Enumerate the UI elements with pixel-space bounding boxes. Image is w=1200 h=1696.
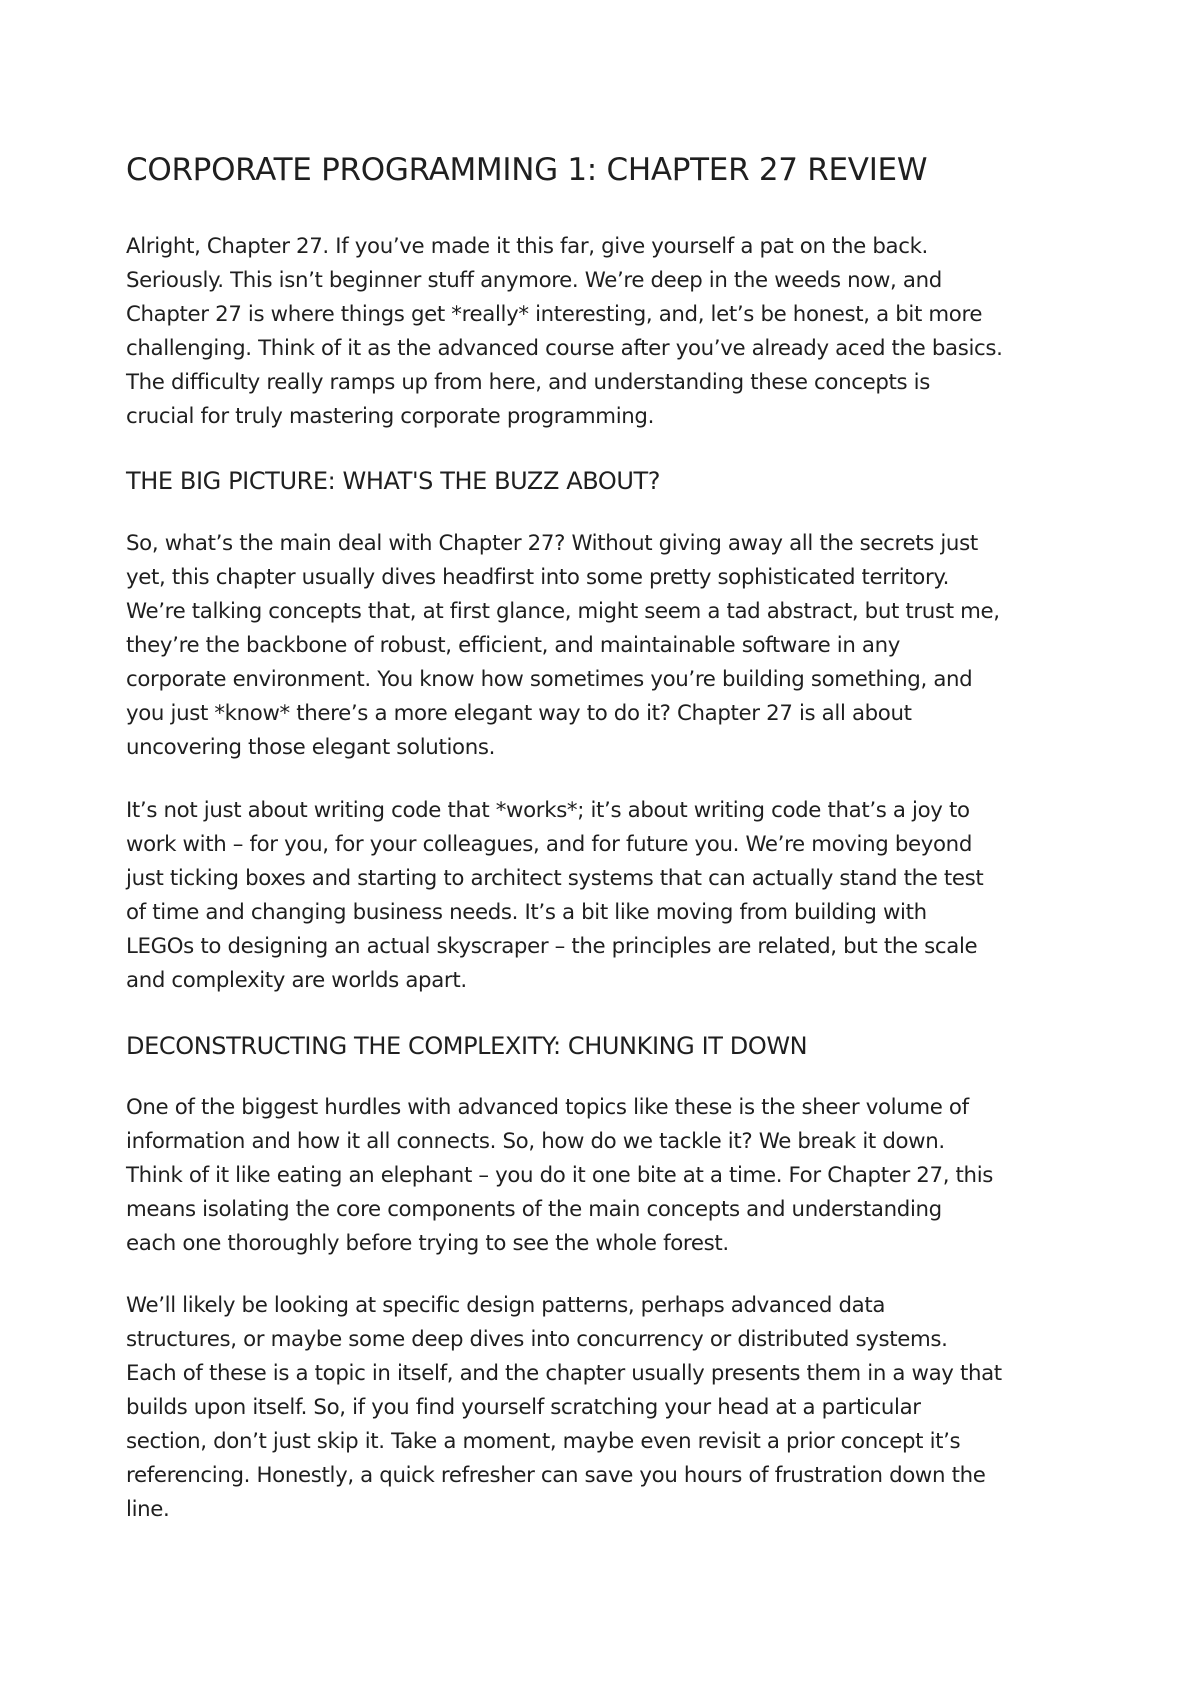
body-paragraph bbox=[126, 1091, 1086, 1261]
document-title: CORPORATE PROGRAMMING 1: CHAPTER 27 REVIEW bbox=[126, 152, 928, 188]
text-line: Think of it like eating an elephant – you do it one bite at a time. For Chapter 27, this bbox=[126, 1163, 994, 1188]
text-line: corporate environment. You know how sometimes you’re building something, and bbox=[126, 667, 973, 692]
text-line: referencing. Honestly, a quick refresher can save you hours of frustration down the bbox=[126, 1463, 986, 1488]
text-line: Alright, Chapter 27. If you’ve made it this far, give yourself a pat on the back. bbox=[126, 234, 928, 259]
text-line: yet, this chapter usually dives headfirst into some pretty sophisticated territory. bbox=[126, 565, 950, 590]
text-line: So, what’s the main deal with Chapter 27? Without giving away all the secrets just bbox=[126, 531, 978, 556]
text-line: LEGOs to designing an actual skyscraper – the principles are related, but the scale bbox=[126, 934, 978, 959]
text-line: Each of these is a topic in itself, and the chapter usually presents them in a way that bbox=[126, 1361, 1002, 1386]
text-line: and complexity are worlds apart. bbox=[126, 968, 467, 993]
text-line: work with – for you, for your colleagues, and for future you. We’re moving beyond bbox=[126, 832, 972, 857]
text-line: section, don’t just skip it. Take a moment, maybe even revisit a prior concept it’s bbox=[126, 1429, 961, 1454]
intro-paragraph bbox=[126, 230, 1086, 434]
text-line: We’ll likely be looking at specific design patterns, perhaps advanced data bbox=[126, 1293, 886, 1318]
text-line: One of the biggest hurdles with advanced topics like these is the sheer volume of bbox=[126, 1095, 969, 1120]
body-paragraph bbox=[126, 1289, 1086, 1527]
text-line: they’re the backbone of robust, efficient, and maintainable software in any bbox=[126, 633, 901, 658]
text-line: of time and changing business needs. It’s a bit like moving from building with bbox=[126, 900, 927, 925]
text-line: builds upon itself. So, if you find yourself scratching your head at a particular bbox=[126, 1395, 921, 1420]
text-line: information and how it all connects. So, how do we tackle it? We break it down. bbox=[126, 1129, 945, 1154]
text-line: crucial for truly mastering corporate programming. bbox=[126, 404, 655, 429]
text-line: challenging. Think of it as the advanced course after you’ve already aced the basics. bbox=[126, 336, 1003, 361]
section-heading: THE BIG PICTURE: WHAT'S THE BUZZ ABOUT? bbox=[126, 467, 661, 495]
body-paragraph bbox=[126, 794, 1086, 998]
text-line: Chapter 27 is where things get *really* interesting, and, let’s be honest, a bit more bbox=[126, 302, 983, 327]
text-line: structures, or maybe some deep dives into concurrency or distributed systems. bbox=[126, 1327, 948, 1352]
text-line: We’re talking concepts that, at first glance, might seem a tad abstract, but trust me, bbox=[126, 599, 1000, 624]
text-line: you just *know* there’s a more elegant way to do it? Chapter 27 is all about bbox=[126, 701, 912, 726]
body-paragraph bbox=[126, 527, 1086, 765]
text-line: It’s not just about writing code that *works*; it’s about writing code that’s a joy to bbox=[126, 798, 970, 823]
text-line: Seriously. This isn’t beginner stuff anymore. We’re deep in the weeds now, and bbox=[126, 268, 942, 293]
section-heading: DECONSTRUCTING THE COMPLEXITY: CHUNKING IT DOWN bbox=[126, 1032, 808, 1060]
text-line: just ticking boxes and starting to architect systems that can actually stand the test bbox=[126, 866, 984, 891]
text-line: means isolating the core components of the main concepts and understanding bbox=[126, 1197, 942, 1222]
text-line: The difficulty really ramps up from here, and understanding these concepts is bbox=[126, 370, 930, 395]
text-line: each one thoroughly before trying to see the whole forest. bbox=[126, 1231, 729, 1256]
text-line: uncovering those elegant solutions. bbox=[126, 735, 496, 760]
text-line: line. bbox=[126, 1497, 170, 1522]
